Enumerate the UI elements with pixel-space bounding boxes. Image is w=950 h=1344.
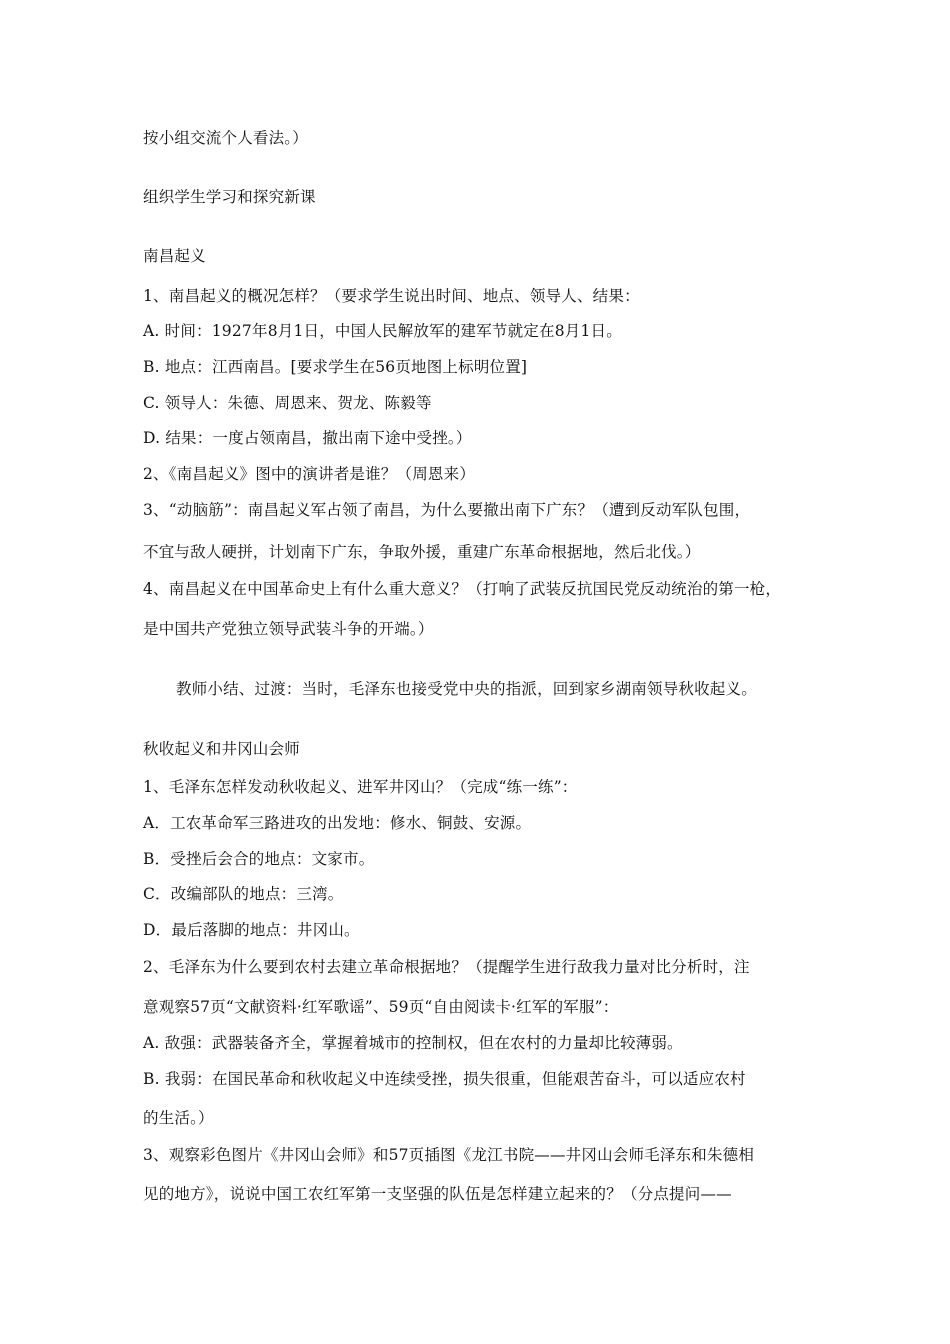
answer-item: C．改编部队的地点：三湾。 [143, 885, 344, 903]
answer-item: A. 时间：1927年8月1日，中国人民解放军的建军节就定在8月1日。 [143, 322, 622, 340]
section-heading: 南昌起义 [143, 247, 206, 265]
question-item: 2、《南昌起义》图中的演讲者是谁？（周恩来） [143, 465, 476, 483]
text-line: 按小组交流个人看法。） [143, 129, 308, 147]
question-item: 2、毛泽东为什么要到农村去建立革命根据地？（提醒学生进行敌我力量对比分析时，注 [143, 958, 750, 976]
answer-item: D. 结果：一度占领南昌，撤出南下途中受挫。） [143, 429, 472, 447]
answer-item: A. 敌强：武器装备齐全，掌握着城市的控制权，但在农村的力量却比较薄弱。 [143, 1034, 683, 1052]
question-item: 3、观察彩色图片《井冈山会师》和57页插图《龙江书院——井冈山会师毛泽东和朱德相 [143, 1146, 755, 1164]
answer-item: B．受挫后会合的地点：文家市。 [143, 850, 375, 868]
answer-item: B. 地点：江西南昌。[要求学生在56页地图上标明位置] [143, 358, 528, 376]
answer-item: B. 我弱：在国民革命和秋收起义中连续受挫，损失很重，但能艰苦奋斗，可以适应农村 [143, 1070, 746, 1088]
answer-item: A．工农革命军三路进攻的出发地：修水、铜鼓、安源。 [143, 814, 532, 832]
section-heading: 秋收起义和井冈山会师 [143, 740, 301, 758]
answer-item: D．最后落脚的地点：井冈山。 [143, 921, 360, 939]
question-item: 1、毛泽东怎样发动秋收起义、进军井冈山？（完成“练一练”： [143, 778, 578, 796]
question-item: 3、“动脑筋”：南昌起义军占领了南昌，为什么要撤出南下广东？（遭到反动军队包围， [143, 501, 751, 519]
question-item: 1、南昌起义的概况怎样？（要求学生说出时间、地点、领导人、结果： [143, 287, 640, 305]
section-heading: 组织学生学习和探究新课 [143, 188, 316, 206]
text-line: 意观察57页“文献资料·红军歌谣”、59页“自由阅读卡·红军的军服”： [143, 998, 619, 1016]
text-line: 是中国共产党独立领导武装斗争的开端。） [143, 620, 434, 638]
question-item: 4、南昌起义在中国革命史上有什么重大意义？（打响了武装反抗国民党反动统治的第一枪， [143, 580, 782, 598]
teacher-summary: 教师小结、过渡：当时，毛泽东也接受党中央的指派，回到家乡湖南领导秋收起义。 [176, 680, 757, 698]
text-line: 不宜与敌人硬拼，计划南下广东，争取外援，重建广东革命根据地，然后北伐。） [143, 543, 701, 561]
answer-item: C. 领导人：朱德、周恩来、贺龙、陈毅等 [143, 394, 432, 412]
text-line: 的生活。） [143, 1109, 214, 1127]
text-line: 见的地方》，说说中国工农红军第一支坚强的队伍是怎样建立起来的？（分点提问—— [143, 1185, 732, 1203]
